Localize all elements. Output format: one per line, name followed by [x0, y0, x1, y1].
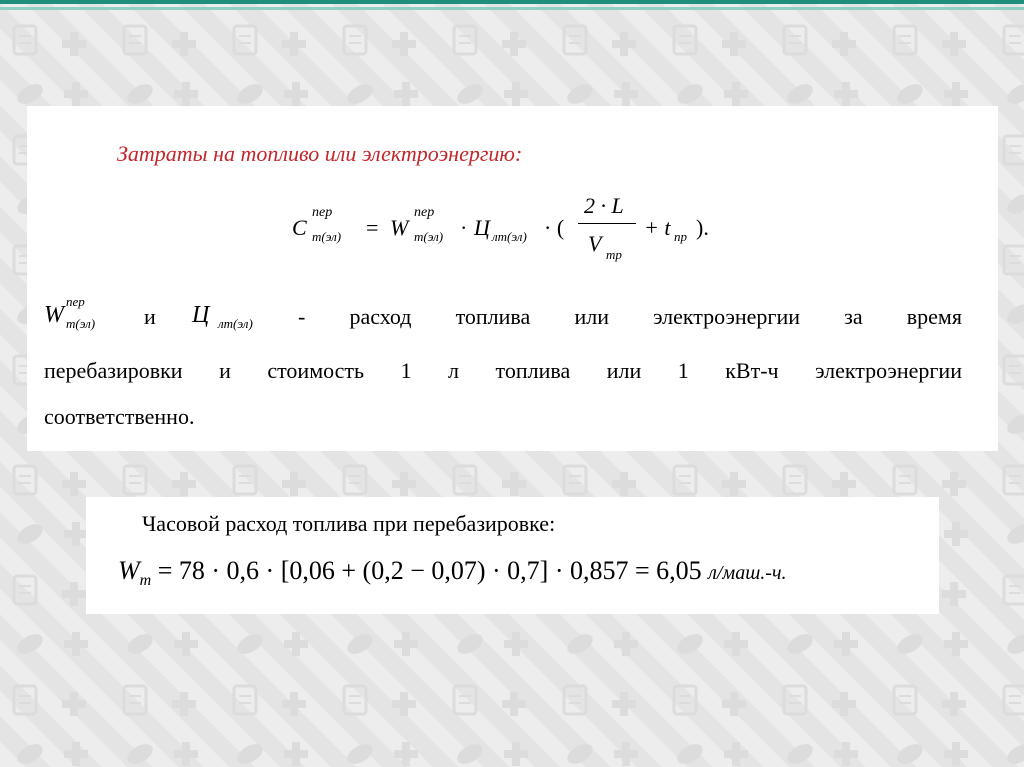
word: стоимость	[267, 358, 365, 383]
formula-t-sub: пр	[674, 229, 687, 244]
formula-open: · (	[544, 215, 565, 240]
hourly-consumption-formula	[118, 556, 787, 590]
word: -	[298, 304, 306, 329]
word: 1	[400, 358, 412, 383]
section-heading-2: Часовой расход топлива при перебазировке:	[142, 511, 556, 536]
word: время	[906, 304, 962, 329]
formula-w-sub: т(эл)	[414, 229, 444, 244]
word: топлива	[455, 304, 531, 329]
para-and: и	[144, 304, 156, 329]
formula-den-sub: тр	[606, 247, 622, 262]
formula-w-sup: пер	[414, 205, 435, 220]
para-price: Ц	[192, 302, 210, 328]
para-line-1-words	[298, 304, 962, 330]
formula2-unit: л/маш.-ч.	[708, 562, 787, 584]
paragraph-line-3: соответственно.	[44, 404, 195, 429]
word: и	[219, 358, 231, 383]
word: или	[574, 304, 609, 329]
fraction-bar	[578, 223, 636, 224]
word: топлива	[495, 358, 571, 383]
word: электроэнергии	[653, 304, 800, 329]
top-accent-stripe	[0, 7, 1024, 10]
word: расход	[349, 304, 412, 329]
formula-price-sub: лт(эл)	[492, 229, 527, 244]
section-heading: Затраты на топливо или электроэнергию:	[117, 141, 523, 166]
word: или	[606, 358, 642, 383]
word: л	[448, 358, 460, 383]
word: 1	[677, 358, 689, 383]
formula-price: Ц	[474, 215, 490, 240]
formula-plus-t: + t	[644, 215, 671, 240]
formula-lhs-sub: т(эл)	[312, 229, 342, 244]
formula-close: ).	[696, 215, 709, 240]
formula2-expression: = 78 · 0,6 · [0,06 + (0,2 − 0,07) · 0,7] · 0,857 = 6,05	[151, 556, 702, 585]
formula-dot: ·	[460, 215, 468, 240]
word: электроэнергии	[815, 358, 962, 383]
formula-denominator: V	[588, 231, 602, 256]
para-w-sub: т(эл)	[66, 316, 96, 331]
formula-w: W	[390, 215, 409, 240]
para-w: W	[44, 302, 64, 328]
formula2-w-sub: т	[139, 572, 152, 589]
paragraph-line-1	[44, 294, 974, 340]
formula-lhs-sup: пер	[312, 205, 333, 220]
word: перебазировки	[44, 358, 183, 383]
paragraph-line-2	[44, 358, 962, 384]
cost-formula	[292, 193, 732, 265]
formula-equals: =	[366, 215, 379, 240]
word: кВт-ч	[725, 358, 779, 383]
word: за	[844, 304, 863, 329]
para-price-sub: лт(эл)	[218, 316, 253, 331]
formula-numerator: 2 · L	[584, 193, 624, 218]
top-accent-bar	[0, 0, 1024, 4]
formula-lhs: C	[292, 215, 307, 240]
formula2-w: W	[118, 556, 140, 585]
para-w-sup: пер	[66, 294, 85, 309]
